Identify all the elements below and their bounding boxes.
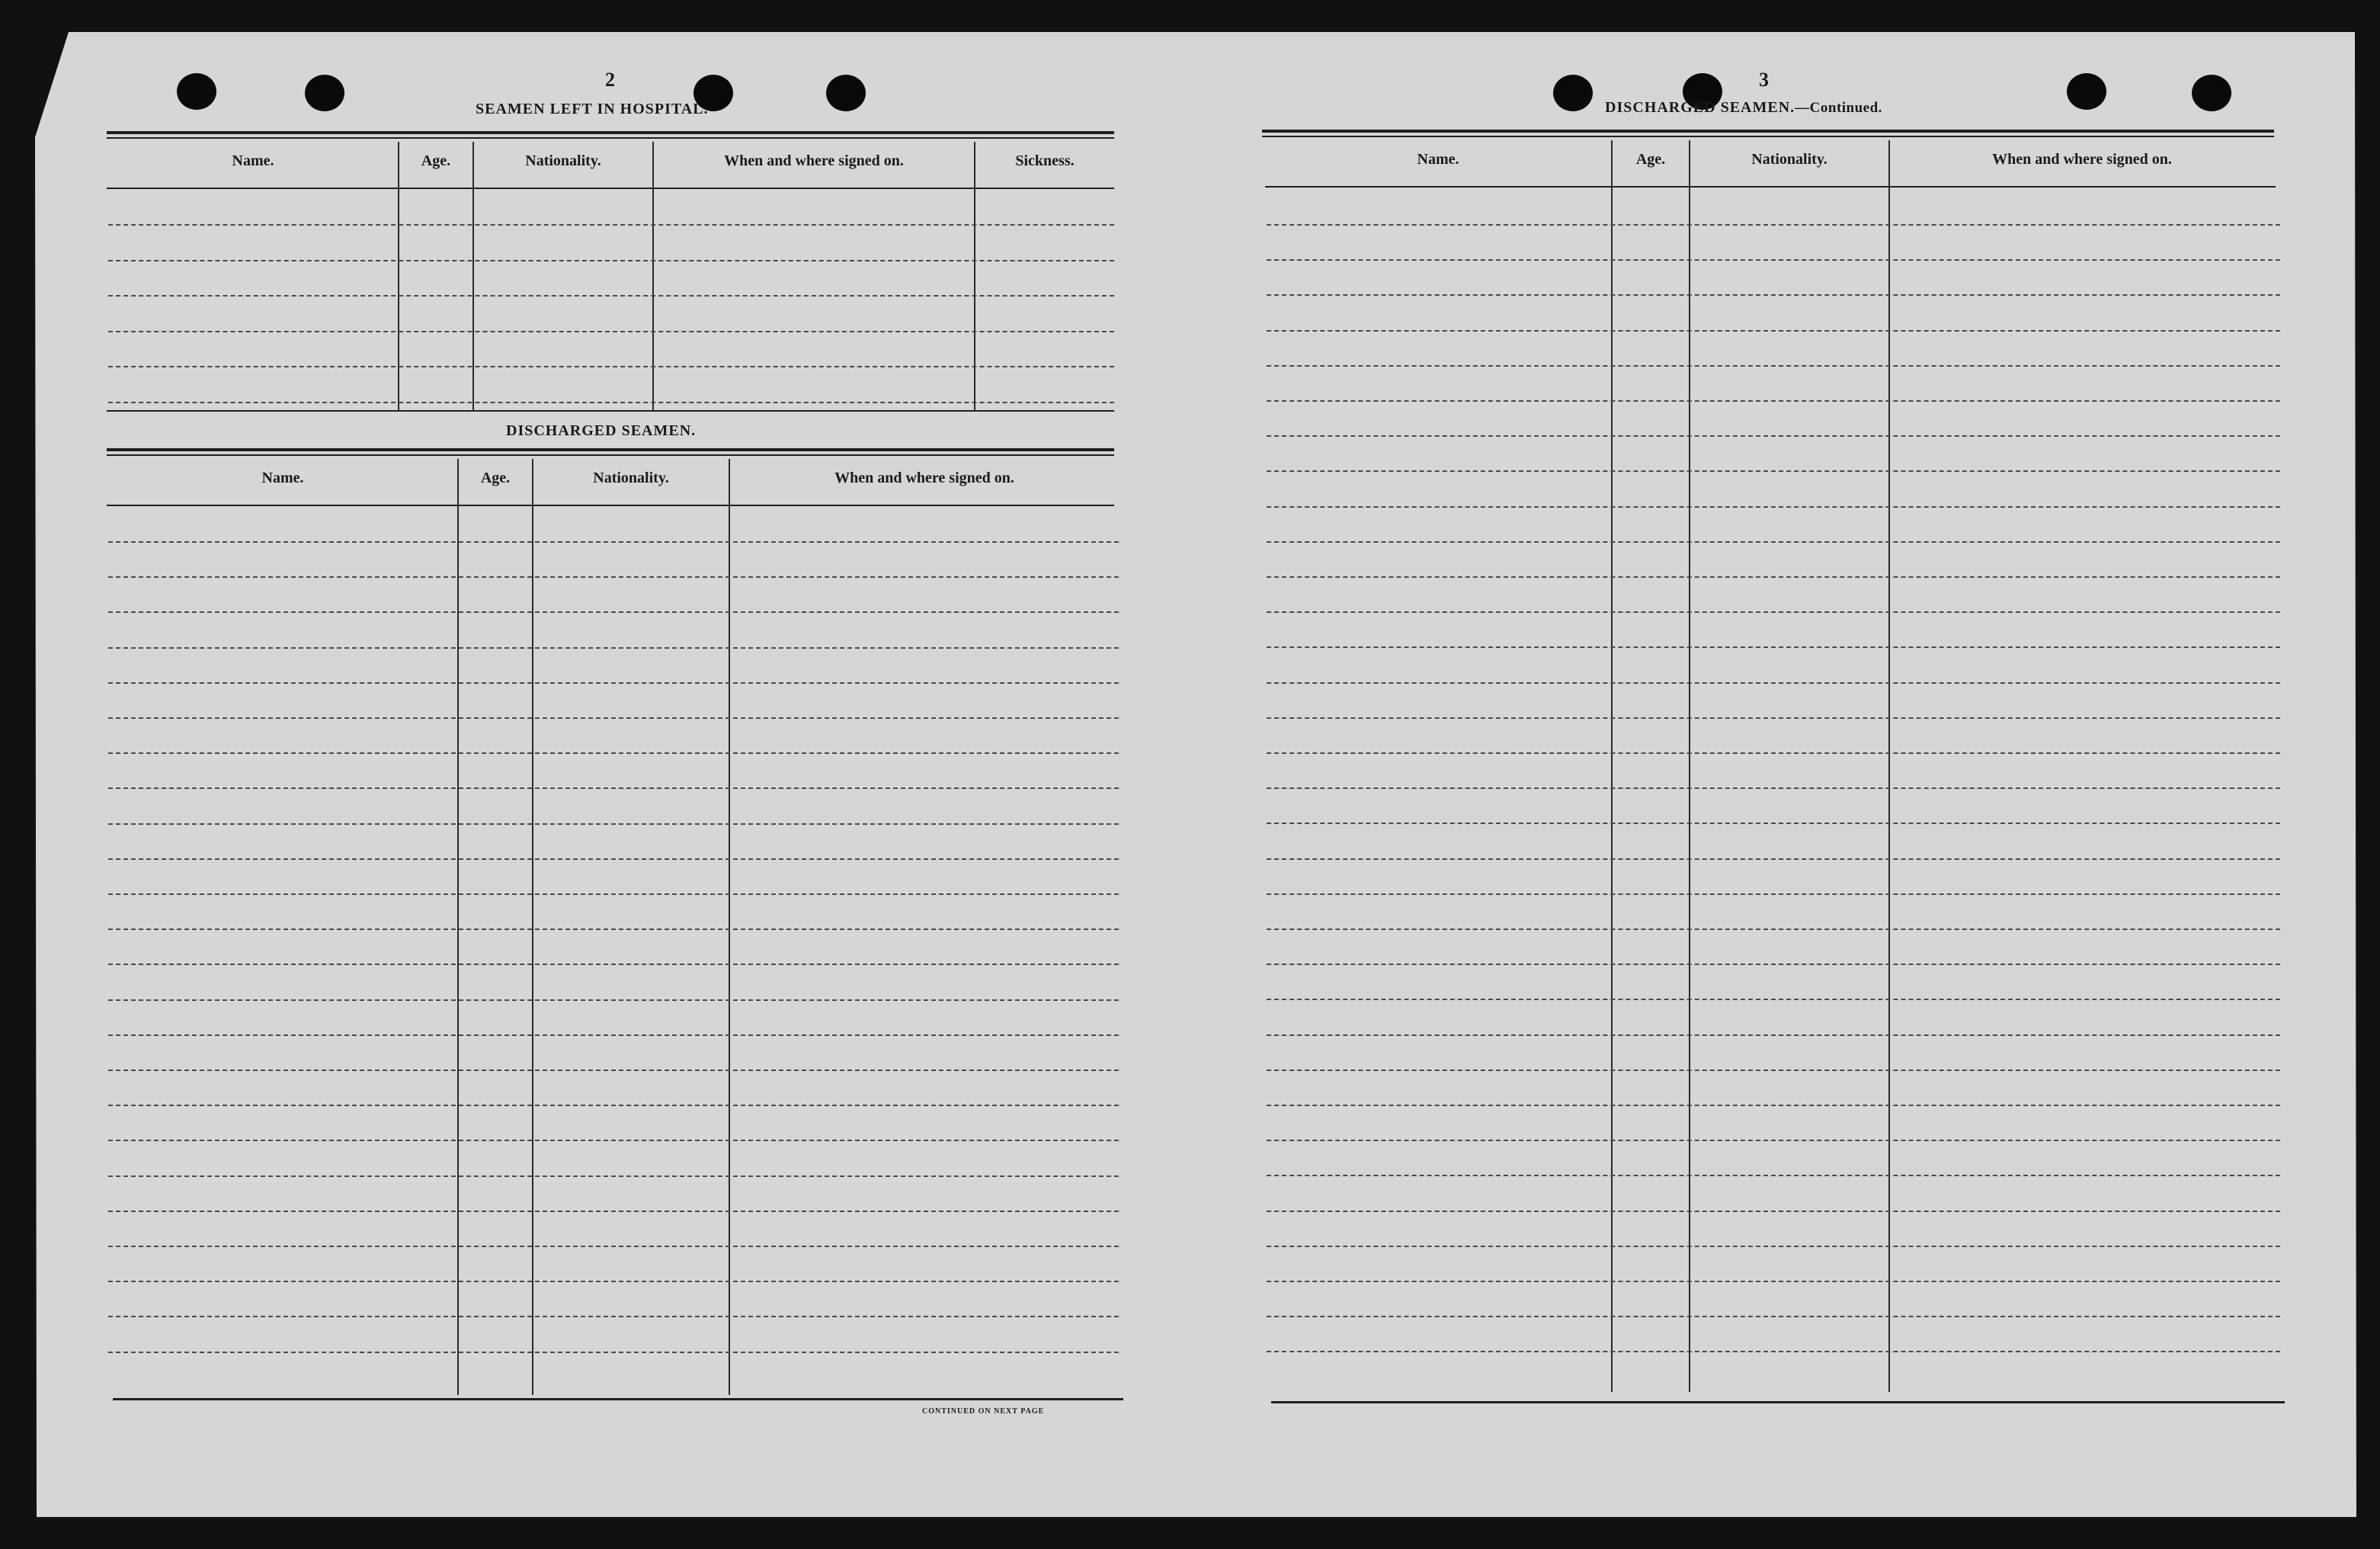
hospital-col-divider	[652, 142, 654, 410]
entry-line	[108, 366, 1114, 367]
entry-line	[1267, 1211, 2280, 1212]
punch-hole	[2192, 75, 2231, 111]
entry-line	[108, 823, 1119, 825]
discharged-col-divider	[729, 459, 730, 1395]
punch-hole	[305, 75, 344, 111]
continued-col-divider	[1611, 140, 1613, 1392]
entry-line	[108, 1316, 1119, 1317]
entry-line	[1267, 294, 2280, 296]
entry-line	[1267, 1246, 2280, 1247]
continued-title-suffix: —Continued.	[1795, 100, 1882, 116]
hospital-header-nationality: Nationality.	[525, 152, 601, 169]
entry-line	[108, 1246, 1119, 1247]
hospital-header-name: Name.	[232, 152, 274, 169]
punch-hole	[1553, 75, 1593, 111]
continued-header-age: Age.	[1635, 151, 1666, 168]
punch-hole	[826, 75, 866, 111]
discharged-col-divider	[532, 459, 533, 1395]
entry-line	[1267, 1034, 2280, 1036]
entry-line	[108, 787, 1119, 789]
entry-line	[1267, 1140, 2280, 1141]
entry-line	[108, 752, 1119, 754]
entry-line	[1267, 787, 2280, 789]
entry-line	[1267, 682, 2280, 684]
discharged-header-rule	[107, 505, 1114, 506]
entry-line	[108, 260, 1114, 261]
entry-line	[1267, 576, 2280, 578]
entry-line	[1267, 1175, 2280, 1176]
entry-line	[108, 999, 1119, 1001]
discharged-header-age: Age.	[480, 470, 511, 486]
hospital-top-rule-thin	[107, 137, 1114, 139]
hospital-header-sickness: Sickness.	[1015, 152, 1075, 169]
entry-line	[1267, 646, 2280, 648]
entry-line	[1267, 259, 2280, 261]
hospital-top-rule	[107, 131, 1114, 134]
paper-sheet	[35, 32, 2356, 1517]
entry-line	[108, 647, 1119, 649]
entry-line	[1267, 365, 2280, 367]
entry-line	[108, 1175, 1119, 1177]
entry-line	[108, 1105, 1119, 1106]
continued-title-text: DISCHARGED SEAMEN.	[1605, 99, 1795, 116]
entry-line	[1267, 541, 2280, 543]
right-page-number: 3	[1759, 69, 1769, 91]
entry-line	[108, 576, 1119, 578]
entry-line	[108, 541, 1119, 543]
entry-line	[1267, 999, 2280, 1000]
entry-line	[108, 1211, 1119, 1212]
entry-line	[108, 893, 1119, 895]
entry-line	[1267, 823, 2280, 824]
entry-line	[108, 964, 1119, 965]
entry-line	[108, 1281, 1119, 1282]
entry-line	[1267, 1105, 2280, 1106]
continued-col-divider	[1689, 140, 1690, 1392]
continued-top-rule-thin	[1262, 136, 2274, 137]
hospital-col-divider	[398, 142, 399, 410]
discharged-top-rule-thin	[107, 454, 1114, 456]
entry-line	[1267, 1351, 2280, 1352]
right-page-bottom-rule	[1271, 1401, 2285, 1403]
entry-line	[1267, 435, 2280, 437]
entry-line	[108, 928, 1119, 930]
entry-line	[108, 331, 1114, 332]
discharged-header-signed-on: When and where signed on.	[834, 470, 1014, 486]
left-page-number: 2	[605, 69, 615, 91]
hospital-col-divider	[472, 142, 474, 410]
punch-hole	[177, 73, 216, 110]
entry-line	[1267, 506, 2280, 508]
entry-line	[108, 1140, 1119, 1141]
discharged-col-divider	[457, 459, 459, 1395]
entry-line	[1267, 611, 2280, 613]
discharged-header-name: Name.	[261, 470, 304, 486]
entry-line	[108, 611, 1119, 613]
hospital-header-rule	[107, 188, 1114, 189]
entry-line	[108, 402, 1114, 403]
discharged-top-rule	[107, 448, 1114, 451]
entry-line	[108, 1070, 1119, 1071]
continued-top-rule	[1262, 130, 2274, 133]
continued-header-rule	[1265, 186, 2276, 188]
entry-line	[1267, 928, 2280, 930]
punch-hole	[2067, 73, 2106, 110]
entry-line	[108, 858, 1119, 860]
hospital-header-age: Age.	[421, 152, 451, 169]
continued-note: CONTINUED ON NEXT PAGE	[922, 1407, 1045, 1416]
discharged-section-title: DISCHARGED SEAMEN.	[506, 422, 697, 439]
entry-line	[1267, 717, 2280, 719]
hospital-bottom-rule	[107, 410, 1114, 412]
entry-line	[1267, 330, 2280, 332]
entry-line	[108, 1352, 1119, 1353]
entry-line	[1267, 224, 2280, 226]
entry-line	[108, 717, 1119, 719]
entry-line	[108, 682, 1119, 684]
entry-line	[108, 1034, 1119, 1036]
hospital-header-signed-on: When and where signed on.	[724, 152, 904, 169]
entry-line	[1267, 400, 2280, 402]
entry-line	[108, 224, 1114, 226]
entry-line	[1267, 858, 2280, 860]
entry-line	[1267, 470, 2280, 472]
hospital-col-divider	[974, 142, 975, 410]
entry-line	[1267, 893, 2280, 895]
entry-line	[108, 295, 1114, 297]
continued-header-signed-on: When and where signed on.	[1992, 151, 2172, 168]
entry-line	[1267, 1070, 2280, 1071]
continued-header-nationality: Nationality.	[1751, 151, 1827, 168]
discharged-header-nationality: Nationality.	[593, 470, 669, 486]
entry-line	[1267, 1281, 2280, 1282]
entry-line	[1267, 752, 2280, 754]
entry-line	[1267, 1316, 2280, 1317]
continued-col-divider	[1888, 140, 1890, 1392]
entry-line	[1267, 964, 2280, 965]
continued-section-title	[1605, 99, 1882, 117]
hospital-section-title: SEAMEN LEFT IN HOSPITAL.	[476, 101, 709, 117]
left-page-bottom-rule	[113, 1398, 1123, 1400]
continued-header-name: Name.	[1417, 151, 1459, 168]
